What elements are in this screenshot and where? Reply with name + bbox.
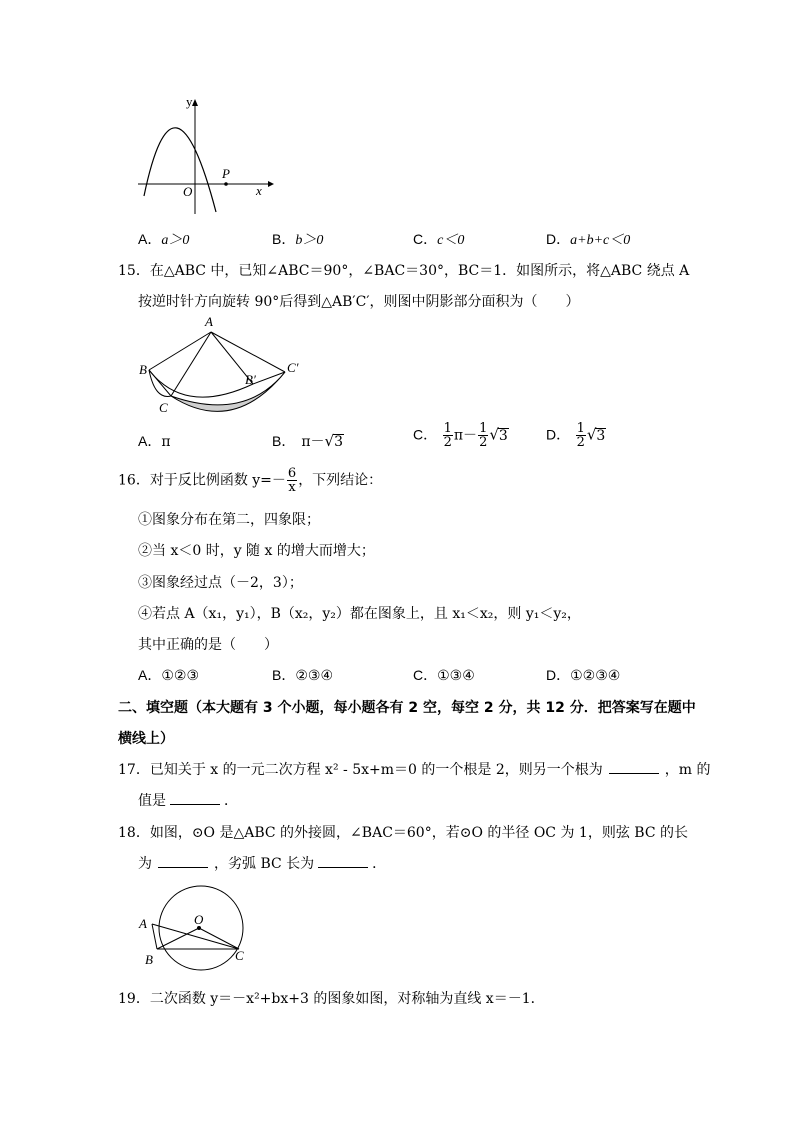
q17-blank-m[interactable] — [170, 792, 220, 805]
q15-option-a: A．π — [138, 433, 171, 450]
label-b: B — [145, 952, 153, 967]
q15-option-d: D． $\frac{1}{2}$ √3 — [546, 421, 606, 450]
q18-blank-bc[interactable] — [158, 855, 208, 868]
q15-rotation-figure — [135, 312, 315, 422]
segment-acprime — [211, 332, 285, 372]
origin-label: O — [183, 184, 193, 199]
y-axis-arrow — [192, 99, 198, 106]
q15-stem-line2: 按逆时针方向旋转 90°后得到△AB′C′，则图中阴影部分面积为（ ） — [138, 294, 580, 310]
segment-ab — [149, 332, 211, 370]
q18-line2: 为 ，劣弧 BC 长为 ． — [138, 856, 387, 872]
label-c: C — [159, 400, 168, 415]
parabola-curve — [144, 128, 216, 212]
q16-option-c: C．①③④ — [413, 667, 475, 684]
label-a: A — [205, 314, 213, 329]
q16-item-4: ④若点 A（x₁，y₁），B（x₂，y₂）都在图象上，且 x₁＜x₂，则 y₁＜y₂， — [138, 606, 581, 622]
section-2-heading-line1: 二、填空题（本大题有 3 个小题，每小题各有 2 空，每空 2 分，共 12 分．把答案写在题中 — [118, 700, 696, 716]
q17-line2: 值是 ． — [138, 793, 238, 809]
q15-option-c: C． $\frac{1}{2}$ π－ $\frac{1}{2}$ √3 — [413, 421, 508, 450]
q16-item-1: ①图象分布在第二，四象限； — [138, 512, 320, 528]
point-p — [224, 182, 228, 186]
q16-option-a: A．①②③ — [138, 667, 199, 684]
x-axis-arrow — [268, 181, 274, 187]
point-p-label: P — [222, 166, 230, 181]
q15-option-b: B． π－√3 — [272, 432, 344, 450]
label-b-prime: B′ — [245, 372, 256, 387]
q14-option-b: B．b＞0 — [272, 231, 324, 248]
y-axis-label: y — [186, 94, 193, 109]
q14-option-d: D．a+b+c＜0 — [546, 231, 631, 248]
segment-oc — [199, 928, 239, 949]
q18-circle-figure — [135, 880, 255, 972]
label-b: B — [139, 362, 147, 377]
q14-option-a: A．a＞0 — [138, 231, 190, 248]
section-2-heading-line2: 横线上） — [118, 731, 174, 747]
label-a: A — [139, 916, 147, 931]
q16-option-b: B．②③④ — [272, 667, 333, 684]
q19-line1: 19．二次函数 y＝－x²+bx+3 的图象如图，对称轴为直线 x＝－1． — [118, 991, 545, 1007]
x-axis-label: x — [256, 183, 262, 198]
label-c-prime: C′ — [287, 360, 299, 375]
q14-parabola-graph — [130, 92, 275, 220]
q16-option-d: D．①②③④ — [546, 667, 621, 684]
label-c: C — [235, 948, 244, 963]
q16-item-2: ②当 x＜0 时，y 随 x 的增大而增大； — [138, 543, 375, 559]
arc-b-to-bprime — [149, 370, 253, 397]
q17-line1: 17．已知关于 x 的一元二次方程 x² - 5x+m＝0 的一个根是 2，则另一个根为 ，m 的 — [118, 762, 711, 778]
q17-blank-root[interactable] — [609, 761, 659, 774]
segment-ac — [171, 332, 211, 396]
q18-line1: 18．如图，⊙O 是△ABC 的外接圆，∠BAC＝60°，若⊙O 的半径 OC 为 1，则弦 BC 的长 — [118, 825, 688, 841]
q16-ask: 其中正确的是（ ） — [138, 637, 278, 653]
q18-blank-arc[interactable] — [318, 855, 368, 868]
q16-item-3: ③图象经过点（－2，3）； — [138, 575, 303, 591]
q15-stem-line1: 15．在△ABC 中，已知∠ABC＝90°，∠BAC＝30°，BC＝1．如图所示，将△ABC 绕点 A — [118, 263, 690, 279]
segment-ab — [152, 924, 157, 949]
label-o: O — [194, 912, 204, 927]
q14-option-c: C．c＜0 — [413, 231, 465, 248]
q16-stem: 16．对于反比例函数 y=－ $\frac{6}{x}$ ，下列结论： — [118, 466, 383, 495]
